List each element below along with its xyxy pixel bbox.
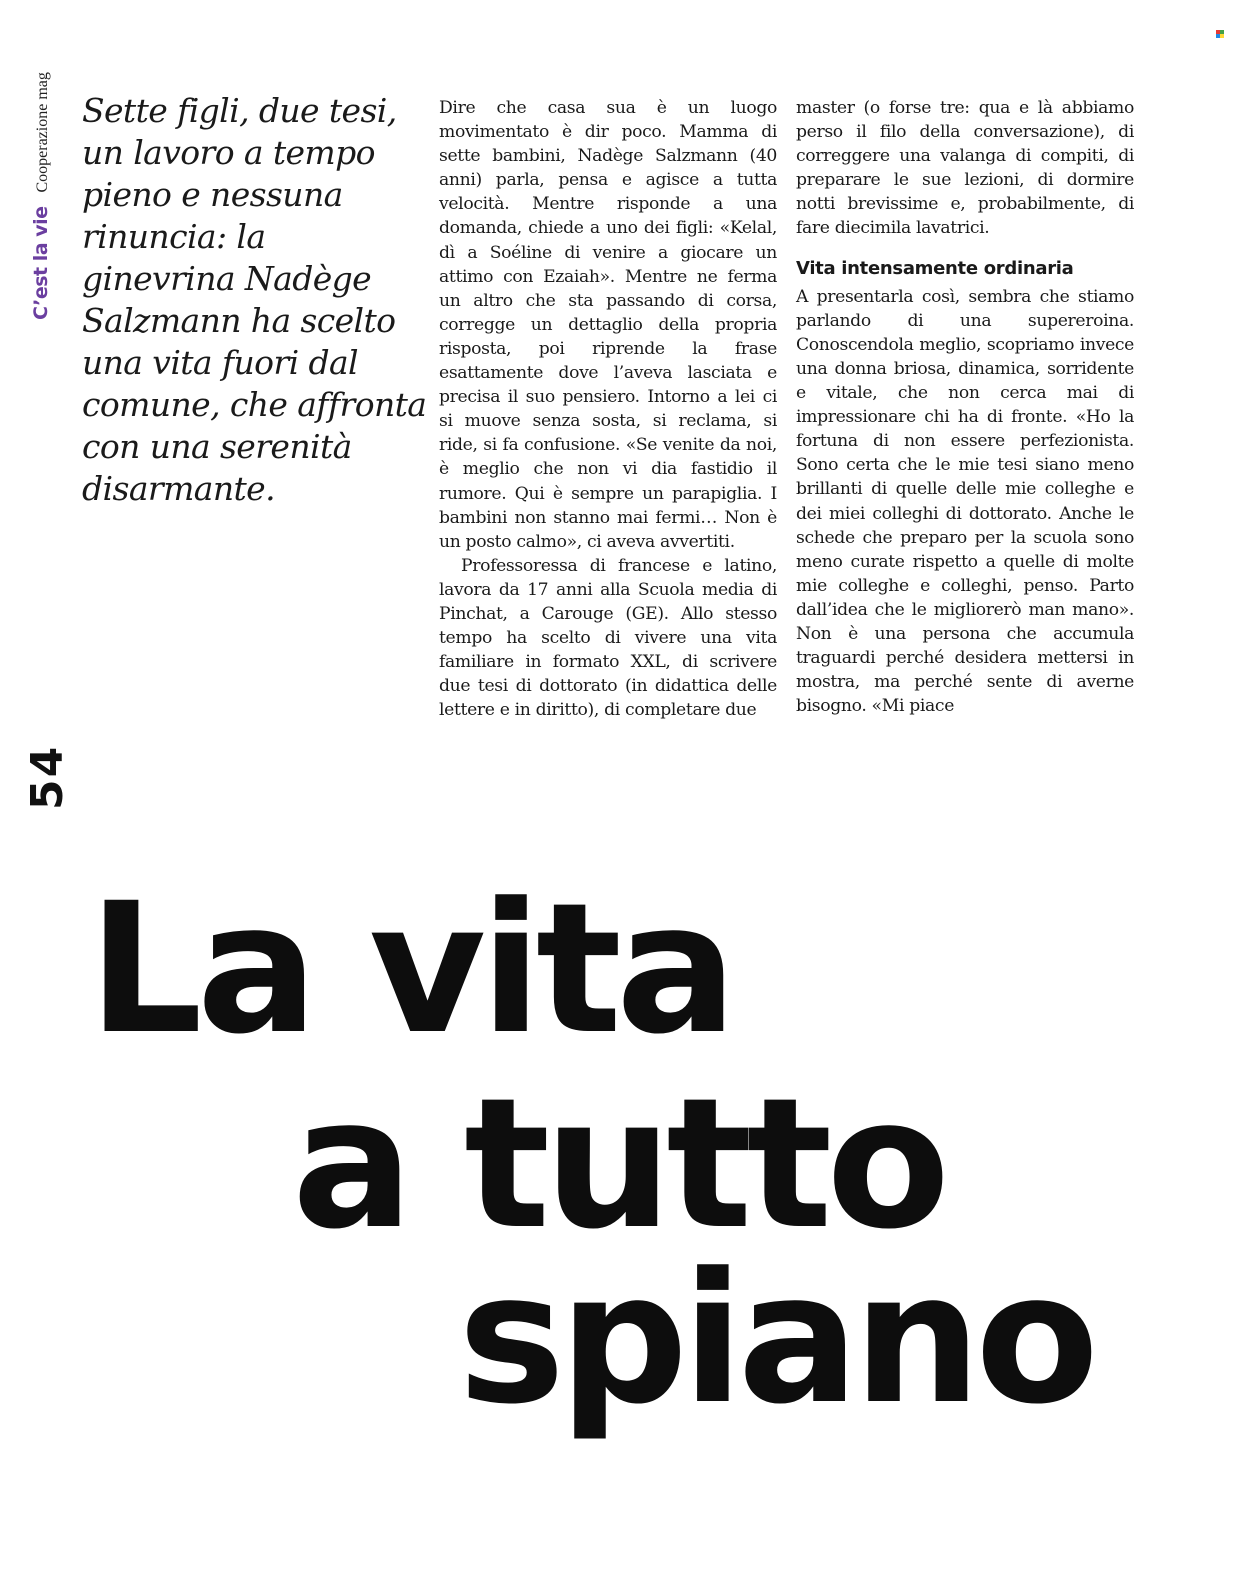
page-number-text: 54	[22, 744, 73, 810]
headline-line-3: spiano	[458, 1235, 1093, 1444]
section-name: C’est la vie	[30, 206, 52, 320]
page-number	[22, 740, 73, 810]
headline-line-2: a tutto	[292, 1060, 945, 1269]
section-sidebar	[10, 40, 60, 340]
headline-line-1: La vita	[88, 865, 732, 1074]
paragraph: Professoressa di francese e latino, lavora da 17 anni alla Scuola media di Pinchat, a Carouge (GE). Allo stesso tempo ha scelto di vivere una vita familiare in formato XXL, di scrivere due tesi di dottorato (in didattica delle lettere e in diritto), di completare due	[439, 555, 777, 721]
color-registration-mark-icon	[1216, 30, 1224, 38]
article-column-1	[439, 96, 777, 722]
magazine-name: Cooperazione mag	[34, 72, 51, 193]
paragraph: master (o forse tre: qua e là abbiamo perso il filo della conversazione), di correggere una valanga di compiti, di preparare le sue lezioni, di dormire notti brevissime e, probabilmente, di fare diecimila lavatrici.	[796, 98, 1134, 239]
article-headline	[0, 860, 1250, 1480]
article-lead: Sette figli, due tesi, un lavoro a tempo pieno e nessuna rinuncia: la ginevrina Nadège Salzmann ha scelto una vita fuori dal comune, che affronta con una serenità disarmante.	[82, 91, 427, 508]
paragraph: A presentarla così, sembra che stiamo parlando di una supereroina. Conoscendola meglio, scopriamo invece una donna briosa, dinamica, sorridente e vitale, che non cerca mai di impressionare chi ha di fronte. «Ho la fortuna di non essere perfezionista. Sono certa che le mie tesi siano meno brillanti di quelle delle mie colleghe e dei miei colleghi di dottorato. Anche le schede che preparo per la scuola sono meno curate rispetto a quelle di molte mie colleghe e colleghi, penso. Parto dall’idea che le migliorerò man mano». Non è una persona che accumula traguardi perché desidera mettersi in mostra, ma perché sente di averne bisogno. «Mi piace	[796, 286, 1134, 717]
subheading: Vita intensamente ordinaria	[796, 257, 1074, 279]
paragraph: Dire che casa sua è un luogo movimentato è dir poco. Mamma di sette bambini, Nadège Salzmann (40 anni) parla, pensa e agisce a tutta velocità. Mentre risponde a una domanda, chiede a uno dei figli: «Kelal, dì a Soéline di venire a giocare un attimo con Ezaiah». Mentre ne ferma un altro che sta passando di corsa, corregge un dettaglio della propria risposta, poi riprende la frase esattamente dove l’aveva lasciata e precisa il suo pensiero. Intorno a lei ci si muove senza sosta, si reclama, si ride, si fa confusione. «Se venite da noi, è meglio che non vi dia fastidio il rumore. Qui è sempre un parapiglia. I bambini non stanno mai fermi… Non è un posto calmo», ci aveva avvertiti.	[439, 98, 777, 552]
article-column-2	[796, 96, 1134, 718]
